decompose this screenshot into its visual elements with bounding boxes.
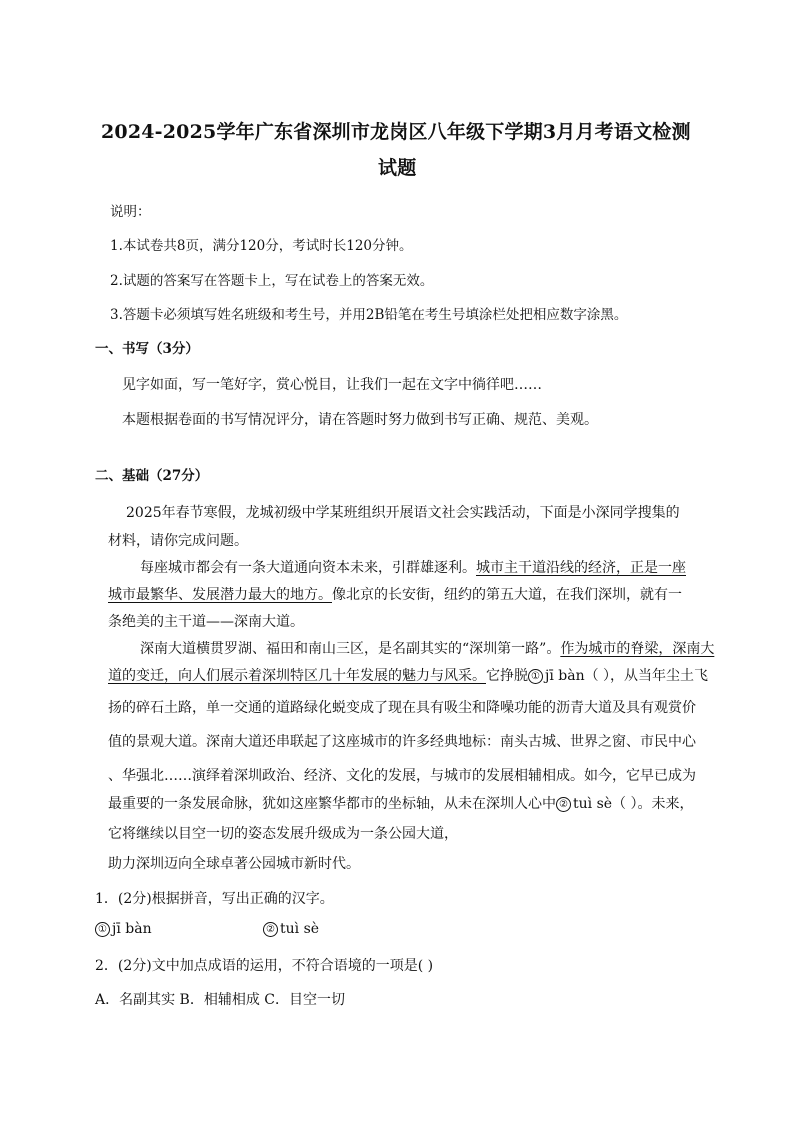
section-heading: 二、基础（27分） xyxy=(95,468,209,484)
instruction-item: 3.答题卡必须填写姓名班级和考生号，并用2B铅笔在考生号填涂栏处把相应数字涂黑。 xyxy=(110,307,628,323)
page-title-line2: 试题 xyxy=(378,157,417,179)
text-span: jī bàn（ ），从当年尘土飞 xyxy=(545,668,709,684)
question-answer-line xyxy=(263,921,319,937)
underlined-text: 城市最繁华、发展潜力最大的地方。 xyxy=(108,587,332,603)
underlined-text: 作为城市的脊梁，深南大 xyxy=(560,641,715,657)
instruction-item: 2.试题的答案写在答题卡上，写在试卷上的答案无效。 xyxy=(110,273,434,289)
paragraph: 见字如面，写一笔好字，赏心悦目，让我们一起在文字中徜徉吧…… xyxy=(122,377,542,393)
circled-number-1: ① xyxy=(95,922,110,937)
page-title: 2024-2025学年广东省深圳市龙岗区八年级下学期3月月考语文检测 xyxy=(101,121,691,143)
paragraph-line: 助力深圳迈向全球卓著公园城市新时代。 xyxy=(108,856,360,872)
paragraph-line: 条绝美的主干道——深南大道。 xyxy=(108,614,304,630)
paragraph-line xyxy=(108,793,694,813)
underlined-text: 道的变迁，向人们展示着深圳特区几十年发展的魅力与风采。 xyxy=(108,668,486,684)
paragraph-line: 、华强北……演绎着深圳政治、经济、文化的发展，与城市的发展相辅相成。如今，它早已成为 xyxy=(108,768,696,784)
circled-number-2: ② xyxy=(556,797,571,812)
text-span: 最重要的一条发展命脉，犹如这座繁华都市的坐标轴，从未在深圳人心中 xyxy=(108,796,556,812)
question-answer-line xyxy=(95,921,152,937)
paragraph-line: 它将继续以目空一切的姿态发展升级成为一条公园大道， xyxy=(108,826,458,842)
text-span: 它挣脱 xyxy=(486,668,528,684)
pinyin-b: tuì sè xyxy=(280,921,320,937)
instruction-item: 1.本试卷共8页，满分120分，考试时长120分钟。 xyxy=(110,238,413,254)
section-heading: 一、书写（3分） xyxy=(95,341,199,357)
paragraph-line: 值的景观大道。深南大道还串联起了这座城市的许多经典地标：南头古城、世界之窗、市民中心 xyxy=(108,734,696,750)
instructions-heading: 说明： xyxy=(110,204,151,220)
paragraph-line xyxy=(140,557,686,577)
text-span: tuì sè（ ）。未来， xyxy=(573,796,694,812)
paragraph: 本题根据卷面的书写情况评分，请在答题时努力做到书写正确、规范、美观。 xyxy=(122,412,598,428)
paragraph-line xyxy=(108,584,682,604)
circled-number-2: ② xyxy=(263,922,278,937)
paragraph-line: 2025年春节寒假，龙城初级中学某班组织开展语文社会实践活动，下面是小深同学搜集的 xyxy=(126,505,680,521)
pinyin-a: jī bàn xyxy=(112,921,152,937)
text-span: 深南大道横贯罗湖、福田和南山三区，是名副其实的“深圳第一路”。 xyxy=(140,641,561,657)
paragraph-line xyxy=(108,665,708,685)
text-span: 每座城市都会有一条大道通向资本未来，引群雄逐利。 xyxy=(140,560,476,576)
paragraph-line: 扬的碎石土路，单一交通的道路绿化蜕变成了现在具有吸尘和降噪功能的沥青大道及具有观赏价 xyxy=(108,700,696,716)
underlined-text: 城市主干道沿线的经济，正是一座 xyxy=(476,560,686,576)
paragraph-line: 材料，请你完成问题。 xyxy=(108,533,248,549)
paragraph-line xyxy=(140,638,714,658)
circled-number-1: ① xyxy=(528,669,543,684)
question-options: A．名副其实 B．相辅相成 C．目空一切 xyxy=(95,992,346,1008)
question-stem: 1．(2分)根据拼音，写出正确的汉字。 xyxy=(95,891,334,907)
question-stem: 2．(2分)文中加点成语的运用，不符合语境的一项是( ) xyxy=(95,958,434,974)
text-span: 像北京的长安街，纽约的第五大道，在我们深圳，就有一 xyxy=(332,587,682,603)
